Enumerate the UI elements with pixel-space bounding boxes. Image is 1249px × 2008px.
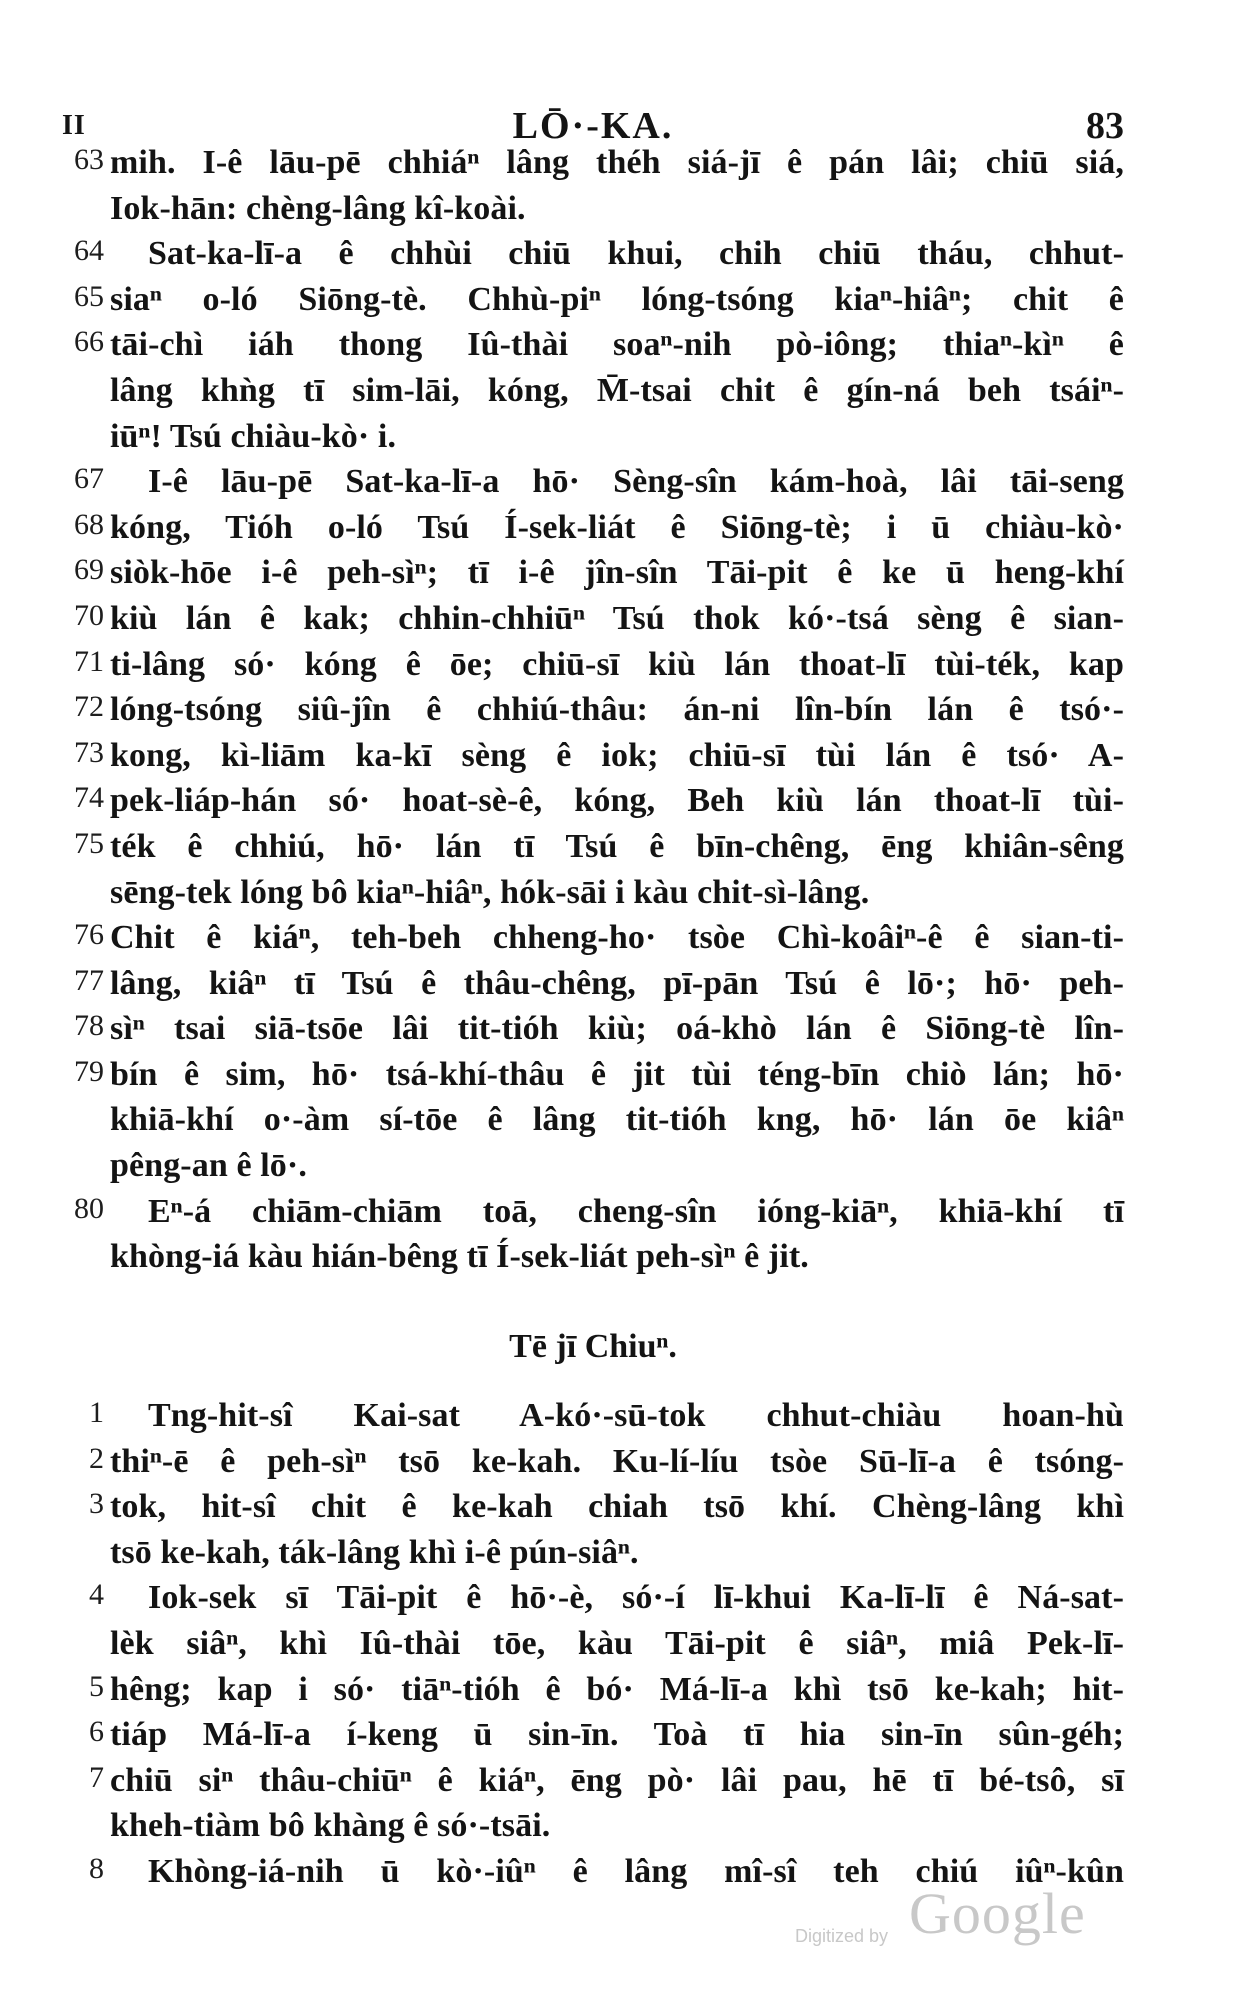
text-line <box>62 459 1124 505</box>
text-line <box>62 140 1124 186</box>
verse-number: 74 <box>74 781 104 815</box>
line-text: Sat-ka-lī-a ê chhùi chiū khui, chih chiū tháu, chhut- <box>148 235 1124 273</box>
line-text: ték ê chhiú, hō· lán tī Tsú ê bīn-chêng, ēng khiân-sêng <box>110 827 1124 865</box>
line-text: mih. I-ê lāu-pē chhiáⁿ lâng théh siá-jī ê pán lâi; chiū siá, <box>110 144 1124 181</box>
verse-number: 79 <box>74 1054 104 1088</box>
text-line <box>62 1143 1124 1189</box>
line-text: Iok-sek sī Tāi-pit ê hō·-è, só·-í lī-khui Ka-lī-lī ê Ná-sat- <box>148 1579 1124 1617</box>
verse-number: 70 <box>74 598 104 632</box>
text-line <box>62 550 1124 596</box>
line-text: sìⁿ tsai siā-tsōe lâi tit-tióh kiù; oá-khò lán ê Siōng-tè lîn- <box>110 1010 1124 1048</box>
line-text: tok, hit-sî chit ê ke-kah chiah tsō khí. Chèng-lâng khì <box>110 1488 1124 1526</box>
text-line <box>62 1439 1124 1485</box>
text-line <box>62 824 1124 870</box>
page-number: 83 <box>1086 105 1124 147</box>
text-line <box>62 505 1124 551</box>
verse-number: 73 <box>74 735 104 769</box>
line-text: pêng-an ê lō·. <box>110 1147 307 1185</box>
verse-number: 66 <box>74 325 104 359</box>
text-line <box>62 961 1124 1007</box>
text-line <box>62 1667 1124 1713</box>
verse-number: 63 <box>74 143 104 176</box>
text-line <box>62 1006 1124 1052</box>
text-line <box>62 1621 1124 1667</box>
line-text: tiáp Má-lī-a í-keng ū sin-īn. Toà tī hia sin-īn sûn-géh; <box>110 1716 1124 1754</box>
chapter-one-ending-text <box>62 140 1124 1280</box>
verse-number: 1 <box>89 1396 104 1429</box>
text-line <box>62 687 1124 733</box>
line-text: tāi-chì iáh thong Iû-thài soaⁿ-nih pò-iông; thiaⁿ-kìⁿ ê <box>110 326 1124 364</box>
verse-number: 64 <box>74 234 104 268</box>
text-line <box>62 870 1124 916</box>
line-text: siaⁿ o-ló Siōng-tè. Chhù-piⁿ lóng-tsóng kiaⁿ-hiâⁿ; chit ê <box>110 280 1124 318</box>
line-text: lâng, kiâⁿ tī Tsú ê thâu-chêng, pī-pān Tsú ê lō·; hō· peh- <box>110 964 1124 1002</box>
line-text: khòng-iá kàu hián-bêng tī Í-sek-liát peh-sìⁿ ê jit. <box>110 1238 809 1276</box>
text-line <box>62 1189 1124 1235</box>
text-line <box>62 733 1124 779</box>
verse-number: 8 <box>89 1851 104 1885</box>
line-text: kong, kì-liām ka-kī sèng ê iok; chiū-sī tùi lán ê tsó· A- <box>110 736 1124 774</box>
line-text: bín ê sim, hō· tsá-khí-thâu ê jit tùi téng-bīn chiò lán; hō· <box>110 1055 1124 1093</box>
line-text: hêng; kap i só· tiāⁿ-tióh ê bó· Má-lī-a khì tsō ke-kah; hit- <box>110 1670 1124 1708</box>
verse-number: 5 <box>89 1669 104 1703</box>
verse-number: 4 <box>89 1578 104 1612</box>
text-line <box>62 1575 1124 1621</box>
verse-number: 78 <box>74 1009 104 1043</box>
text-line <box>62 277 1124 323</box>
line-text: lèk siâⁿ, khì Iû-thài tōe, kàu Tāi-pit ê siâⁿ, miâ Pek-lī- <box>110 1624 1124 1662</box>
line-text: I-ê lāu-pē Sat-ka-lī-a hō· Sèng-sîn kám-hoà, lâi tāi-seng <box>148 463 1124 501</box>
line-text: ti-lâng só· kóng ê ōe; chiū-sī kiù lán thoat-lī tùi-ték, kap <box>110 645 1124 683</box>
line-text: kheh-tiàm bô khàng ê só·-tsāi. <box>110 1807 551 1845</box>
verse-number: 7 <box>89 1760 104 1794</box>
text-line <box>62 1393 1124 1439</box>
line-text: Eⁿ-á chiām-chiām toā, cheng-sîn ióng-kiāⁿ, khiā-khí tī <box>148 1192 1124 1230</box>
line-text: tsō ke-kah, ták-lâng khì i-ê pún-siâⁿ. <box>110 1533 639 1571</box>
text-line <box>62 1712 1124 1758</box>
verse-number: 77 <box>74 963 104 997</box>
verse-number: 65 <box>74 279 104 313</box>
line-text: pek-liáp-hán só· hoat-sè-ê, kóng, Beh kiù lán thoat-lī tùi- <box>110 782 1124 820</box>
line-text: thiⁿ-ē ê peh-sìⁿ tsō ke-kah. Ku-lí-líu tsòe Sū-lī-a ê tsóng- <box>110 1442 1124 1480</box>
text-line <box>62 596 1124 642</box>
line-text: kóng, Tióh o-ló Tsú Í-sek-liát ê Siōng-tè; i ū chiàu-kò· <box>110 508 1124 546</box>
text-line <box>62 642 1124 688</box>
line-text: Chit ê kiáⁿ, teh-beh chheng-ho· tsòe Chì-koâiⁿ-ê ê sian-ti- <box>110 919 1124 957</box>
text-line <box>62 186 1124 232</box>
text-line <box>62 1758 1124 1804</box>
text-line <box>62 1530 1124 1576</box>
chapter-two-heading: Tē jī Chiuⁿ. <box>509 1328 677 1365</box>
line-text: Iok-hān: chèng-lâng kî-koài. <box>110 189 526 227</box>
line-text: lâng khǹg tī sim-lāi, kóng, M̄-tsai chit ê gín-ná beh tsáiⁿ- <box>110 371 1124 409</box>
watermark-prefix: Digitized by <box>795 1926 889 1946</box>
line-text: kiù lán ê kak; chhin-chhiūⁿ Tsú thok kó·-tsá sèng ê sian- <box>110 599 1124 637</box>
verse-number: 76 <box>74 918 104 952</box>
text-line <box>62 915 1124 961</box>
text-line <box>62 231 1124 277</box>
line-text: siòk-hōe i-ê peh-sìⁿ; tī i-ê jîn-sîn Tāi-pit ê ke ū heng-khí <box>110 554 1124 592</box>
verse-number: 67 <box>74 462 104 496</box>
line-text: Tng-hit-sî Kai-sat A-kó·-sū-tok chhut-chiàu hoan-hù <box>148 1397 1124 1434</box>
text-line <box>62 1234 1124 1280</box>
verse-number: 6 <box>89 1715 104 1749</box>
section-number: II <box>62 110 86 141</box>
google-logo: Google <box>909 1881 1086 1946</box>
line-text: lóng-tsóng siû-jîn ê chhiú-thâu: án-ni lîn-bín lán ê tsó·- <box>110 691 1124 729</box>
chapter-two-text <box>62 1393 1124 1895</box>
verse-number: 71 <box>74 644 104 678</box>
line-text: khiā-khí o·-àm sí-tōe ê lâng tit-tióh kng, hō· lán ōe kiâⁿ <box>110 1101 1124 1139</box>
line-text: chiū siⁿ thâu-chiūⁿ ê kiáⁿ, ēng pò· lâi pau, hē tī bé-tsô, sī <box>110 1761 1124 1799</box>
text-line <box>62 414 1124 460</box>
text-line <box>62 322 1124 368</box>
text-line <box>62 1097 1124 1143</box>
line-text: Khòng-iá-nih ū kò·-iûⁿ ê lâng mî-sî teh chiú iûⁿ-kûn <box>148 1852 1124 1890</box>
line-text: sēng-tek lóng bô kiaⁿ-hiâⁿ, hók-sāi i kàu chit-sì-lâng. <box>110 873 870 911</box>
verse-number: 3 <box>89 1487 104 1521</box>
running-title: LŌ·-KA. <box>512 105 674 147</box>
digitized-by-google-watermark <box>795 1880 1175 1960</box>
text-line <box>62 1803 1124 1849</box>
text-line <box>62 1484 1124 1530</box>
verse-number: 2 <box>89 1441 104 1475</box>
text-line <box>62 778 1124 824</box>
verse-number: 69 <box>74 553 104 587</box>
verse-number: 75 <box>74 826 104 860</box>
line-text: iūⁿ! Tsú chiàu-kò· i. <box>110 417 397 455</box>
verse-number: 72 <box>74 690 104 724</box>
verse-number: 80 <box>74 1191 104 1225</box>
text-line <box>62 368 1124 414</box>
text-line <box>62 1052 1124 1098</box>
verse-number: 68 <box>74 507 104 541</box>
